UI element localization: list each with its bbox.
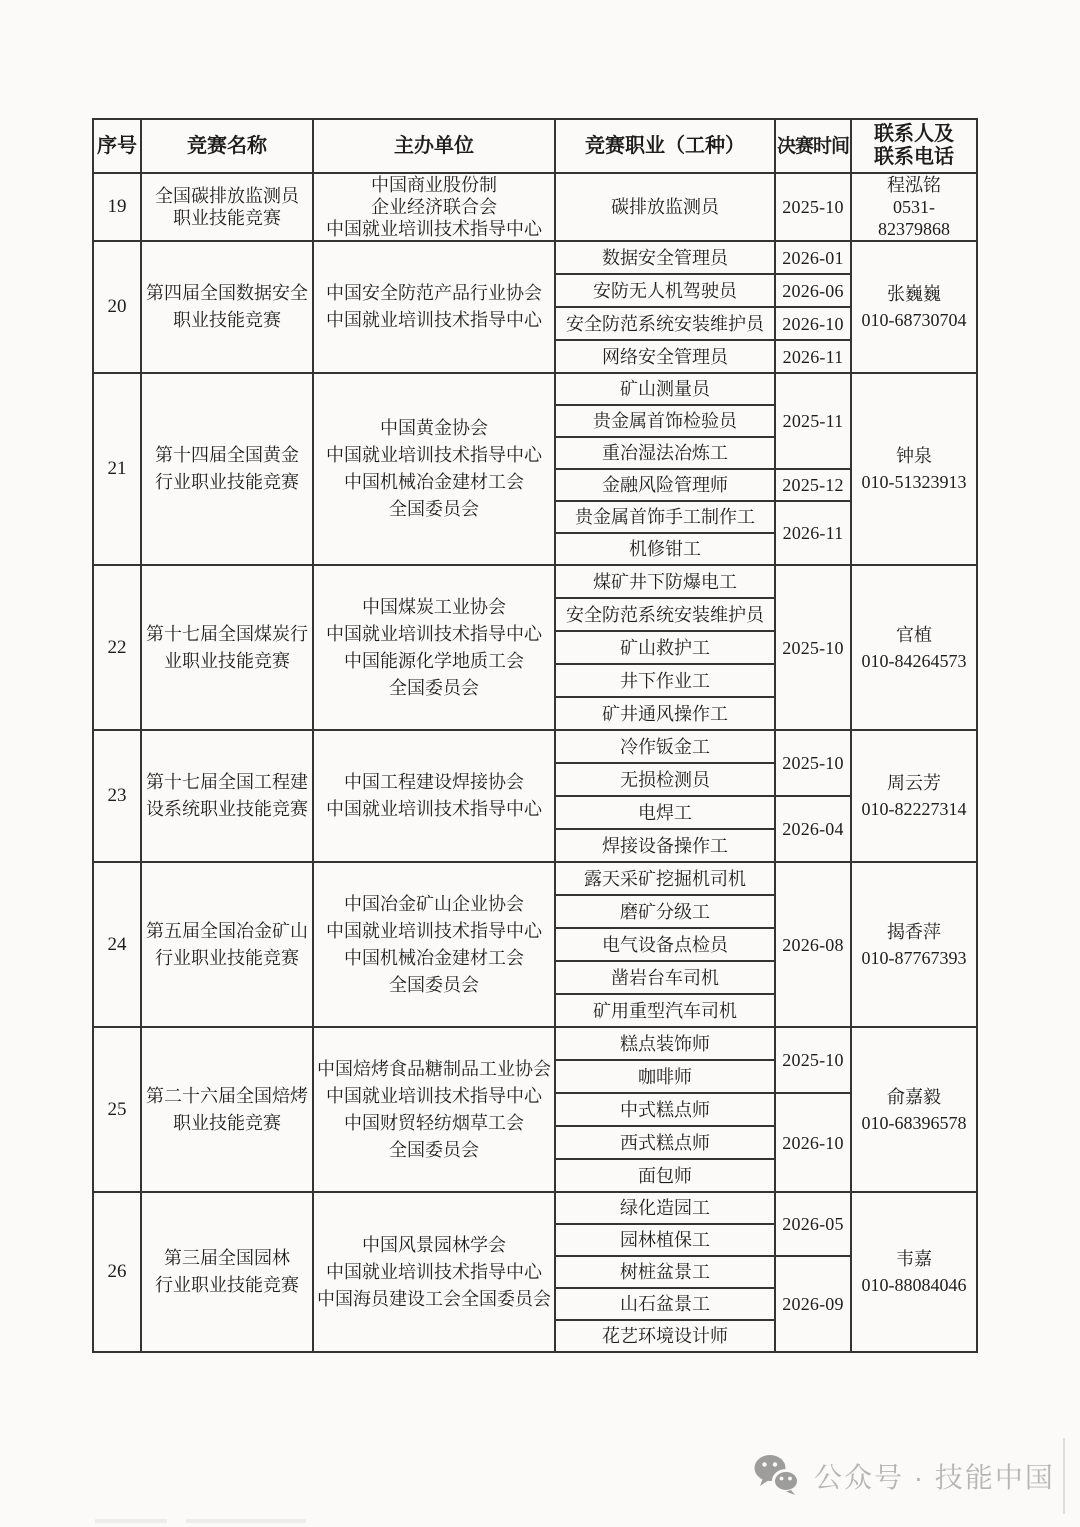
occupation: 煤矿井下防爆电工 (555, 565, 775, 598)
final-time: 2026-09 (775, 1256, 851, 1352)
occupation: 冷作钣金工 (555, 730, 775, 763)
row-number: 19 (93, 173, 141, 241)
table-row (93, 565, 977, 598)
competition-name-line: 第十七届全国煤炭行 (146, 623, 308, 644)
organizer (313, 173, 555, 241)
occupation: 矿用重型汽车司机 (555, 994, 775, 1027)
contact (851, 730, 977, 862)
competition-name (141, 730, 313, 862)
organizer-line: 中国就业培训技术指导中心 (326, 219, 542, 239)
organizer-line: 中国焙烤食品糖制品工业协会 (317, 1058, 551, 1079)
competition-name-line: 第三届全国园林 (164, 1248, 290, 1268)
organizer-line: 中国黄金协会 (380, 418, 488, 438)
contact-line: 周云芳 (887, 773, 941, 793)
table-body (93, 173, 977, 1352)
row-number: 23 (93, 730, 141, 862)
organizer-line: 中国财贸轻纺烟草工会 (344, 1112, 524, 1133)
occupation: 网络安全管理员 (555, 340, 775, 373)
final-time: 2026-11 (775, 340, 851, 373)
contact-line: 010-88084046 (861, 1275, 967, 1295)
contact (851, 1027, 977, 1192)
competition-name-line: 第二十六届全国焙烤 (146, 1085, 308, 1106)
final-time: 2026-05 (775, 1192, 851, 1256)
competition-name-line: 行业职业技能竞赛 (155, 947, 299, 968)
occupation: 树桩盆景工 (555, 1256, 775, 1288)
occupation: 金融风险管理师 (555, 469, 775, 501)
table-row (93, 241, 977, 274)
occupation: 矿井通风操作工 (555, 697, 775, 730)
contact-line: 010-51323913 (861, 472, 967, 492)
final-time: 2026-11 (775, 501, 851, 565)
final-time: 2025-11 (775, 373, 851, 469)
organizer-line: 中国就业培训技术指导中心 (326, 623, 542, 644)
occupation: 贵金属首饰检验员 (555, 405, 775, 437)
header-no: 序号 (93, 119, 141, 173)
competition-name-line: 职业技能竞赛 (173, 208, 281, 228)
header-time: 决赛时间 (775, 119, 851, 173)
organizer-line: 中国机械冶金建材工会 (344, 472, 524, 492)
competition-name (141, 862, 313, 1027)
table-row (93, 1192, 977, 1224)
contact (851, 241, 977, 373)
organizer-line: 中国机械冶金建材工会 (344, 947, 524, 968)
occupation: 磨矿分级工 (555, 895, 775, 928)
organizer-line: 中国就业培训技术指导中心 (326, 799, 542, 819)
occupation: 安全防范系统安装维护员 (555, 307, 775, 340)
contact-line: 010-68396578 (861, 1112, 967, 1133)
row-number: 25 (93, 1027, 141, 1192)
watermark (752, 1450, 1055, 1502)
competition-name-line: 行业职业技能竞赛 (155, 1275, 299, 1295)
contact (851, 173, 977, 241)
contact-line: 张巍巍 (887, 284, 941, 304)
contact (851, 862, 977, 1027)
header-contact (851, 119, 977, 173)
row-number: 22 (93, 565, 141, 730)
table-row (93, 173, 977, 241)
competition-name (141, 373, 313, 565)
row-number: 24 (93, 862, 141, 1027)
organizer (313, 1192, 555, 1352)
competition-name-line: 业职业技能竞赛 (164, 650, 290, 671)
organizer-line: 全国委员会 (389, 499, 479, 519)
occupation: 安防无人机驾驶员 (555, 274, 775, 307)
occupation: 焊接设备操作工 (555, 829, 775, 862)
occupation: 山石盆景工 (555, 1288, 775, 1320)
organizer-line: 中国就业培训技术指导中心 (326, 1261, 542, 1282)
contact-line: 82379868 (878, 219, 950, 239)
occupation: 贵金属首饰手工制作工 (555, 501, 775, 533)
organizer-line: 中国煤炭工业协会 (362, 596, 506, 617)
competition-name-line: 职业技能竞赛 (173, 310, 281, 330)
competition-name-line: 职业技能竞赛 (173, 1112, 281, 1133)
organizer (313, 565, 555, 730)
contact (851, 565, 977, 730)
occupation: 糕点装饰师 (555, 1027, 775, 1060)
occupation: 安全防范系统安装维护员 (555, 598, 775, 631)
organizer (313, 241, 555, 373)
header-contact-line: 联系电话 (874, 146, 954, 168)
organizer-line: 全国委员会 (389, 974, 479, 995)
table-row (93, 862, 977, 895)
organizer-line: 中国风景园林学会 (362, 1234, 506, 1255)
row-number: 21 (93, 373, 141, 565)
wechat-icon (752, 1453, 800, 1500)
organizer-line: 中国海员建设工会全国委员会 (317, 1288, 551, 1309)
table-row (93, 1027, 977, 1060)
competition-name-line: 设系统职业技能竞赛 (146, 799, 308, 819)
contact-line: 010-68730704 (861, 310, 967, 330)
header-organizer: 主办单位 (313, 119, 555, 173)
organizer (313, 730, 555, 862)
contact-line: 官植 (896, 624, 932, 645)
competition-name-line: 第十四届全国黄金 (155, 445, 299, 465)
contact-line: 韦嘉 (896, 1249, 932, 1269)
organizer-line: 中国能源化学地质工会 (344, 650, 524, 671)
competition-name (141, 1027, 313, 1192)
final-time: 2026-10 (775, 1093, 851, 1192)
final-time: 2026-08 (775, 862, 851, 1027)
competition-name (141, 565, 313, 730)
header-contact-line: 联系人及 (874, 123, 954, 145)
occupation: 电气设备点检员 (555, 928, 775, 961)
occupation: 花艺环境设计师 (555, 1320, 775, 1352)
final-time: 2025-10 (775, 1027, 851, 1093)
organizer (313, 373, 555, 565)
final-time: 2025-12 (775, 469, 851, 501)
competition-name (141, 1192, 313, 1352)
organizer-line: 企业经济联合会 (371, 197, 497, 217)
contact-line: 程泓铭 (887, 175, 941, 195)
competition-name-line: 全国碳排放监测员 (155, 186, 299, 206)
organizer-line: 全国委员会 (389, 1139, 479, 1160)
occupation: 凿岩台车司机 (555, 961, 775, 994)
contact-line: 010-82227314 (861, 799, 967, 819)
final-time: 2025-10 (775, 730, 851, 796)
organizer (313, 862, 555, 1027)
contact-line: 010-84264573 (861, 650, 967, 671)
occupation: 重冶湿法冶炼工 (555, 437, 775, 469)
final-time: 2025-10 (775, 565, 851, 730)
scan-artifact-line-right (1063, 1438, 1065, 1514)
contact-line: 010-87767393 (861, 947, 967, 968)
contact (851, 373, 977, 565)
competition-name-line: 第十七届全国工程建 (146, 772, 308, 792)
contact-line: 揭香萍 (887, 921, 941, 942)
organizer-line: 中国安全防范产品行业协会 (326, 283, 542, 303)
occupation: 井下作业工 (555, 664, 775, 697)
occupation: 园林植保工 (555, 1224, 775, 1256)
final-time: 2026-04 (775, 796, 851, 862)
contact-line: 钟泉 (896, 446, 932, 466)
row-number: 20 (93, 241, 141, 373)
table-row (93, 373, 977, 405)
organizer-line: 中国冶金矿山企业协会 (344, 893, 524, 914)
occupation: 无损检测员 (555, 763, 775, 796)
organizer-line: 中国就业培训技术指导中心 (326, 310, 542, 330)
header-name: 竞赛名称 (141, 119, 313, 173)
occupation: 矿山测量员 (555, 373, 775, 405)
table-header (93, 119, 977, 173)
table-row (93, 730, 977, 763)
organizer-line: 中国商业股份制 (371, 175, 497, 195)
scan-artifact-line-2 (186, 1519, 306, 1523)
occupation: 电焊工 (555, 796, 775, 829)
occupation: 面包师 (555, 1159, 775, 1192)
occupation: 露天采矿挖掘机司机 (555, 862, 775, 895)
organizer-line: 全国委员会 (389, 677, 479, 698)
final-time: 2026-01 (775, 241, 851, 274)
occupation: 中式糕点师 (555, 1093, 775, 1126)
occupation: 矿山救护工 (555, 631, 775, 664)
header-occupation: 竞赛职业（工种） (555, 119, 775, 173)
organizer (313, 1027, 555, 1192)
competition-table (92, 118, 978, 1353)
occupation: 咖啡师 (555, 1060, 775, 1093)
scan-artifact-line-1 (95, 1519, 167, 1523)
row-number: 26 (93, 1192, 141, 1352)
occupation: 绿化造园工 (555, 1192, 775, 1224)
occupation: 碳排放监测员 (555, 173, 775, 241)
final-time: 2026-10 (775, 307, 851, 340)
watermark-text: 公众号 · 技能中国 (814, 1462, 1055, 1493)
contact-line: 0531- (893, 197, 935, 217)
organizer-line: 中国就业培训技术指导中心 (326, 1085, 542, 1106)
final-time: 2026-06 (775, 274, 851, 307)
competition-name-line: 行业职业技能竞赛 (155, 472, 299, 492)
competition-name (141, 173, 313, 241)
organizer-line: 中国工程建设焊接协会 (344, 772, 524, 792)
organizer-line: 中国就业培训技术指导中心 (326, 920, 542, 941)
competition-name-line: 第五届全国冶金矿山 (146, 920, 308, 941)
competition-name-line: 第四届全国数据安全 (146, 283, 308, 303)
occupation: 机修钳工 (555, 533, 775, 565)
occupation: 西式糕点师 (555, 1126, 775, 1159)
contact (851, 1192, 977, 1352)
competition-name (141, 241, 313, 373)
final-time: 2025-10 (775, 173, 851, 241)
contact-line: 俞嘉毅 (887, 1086, 941, 1107)
occupation: 数据安全管理员 (555, 241, 775, 274)
organizer-line: 中国就业培训技术指导中心 (326, 445, 542, 465)
